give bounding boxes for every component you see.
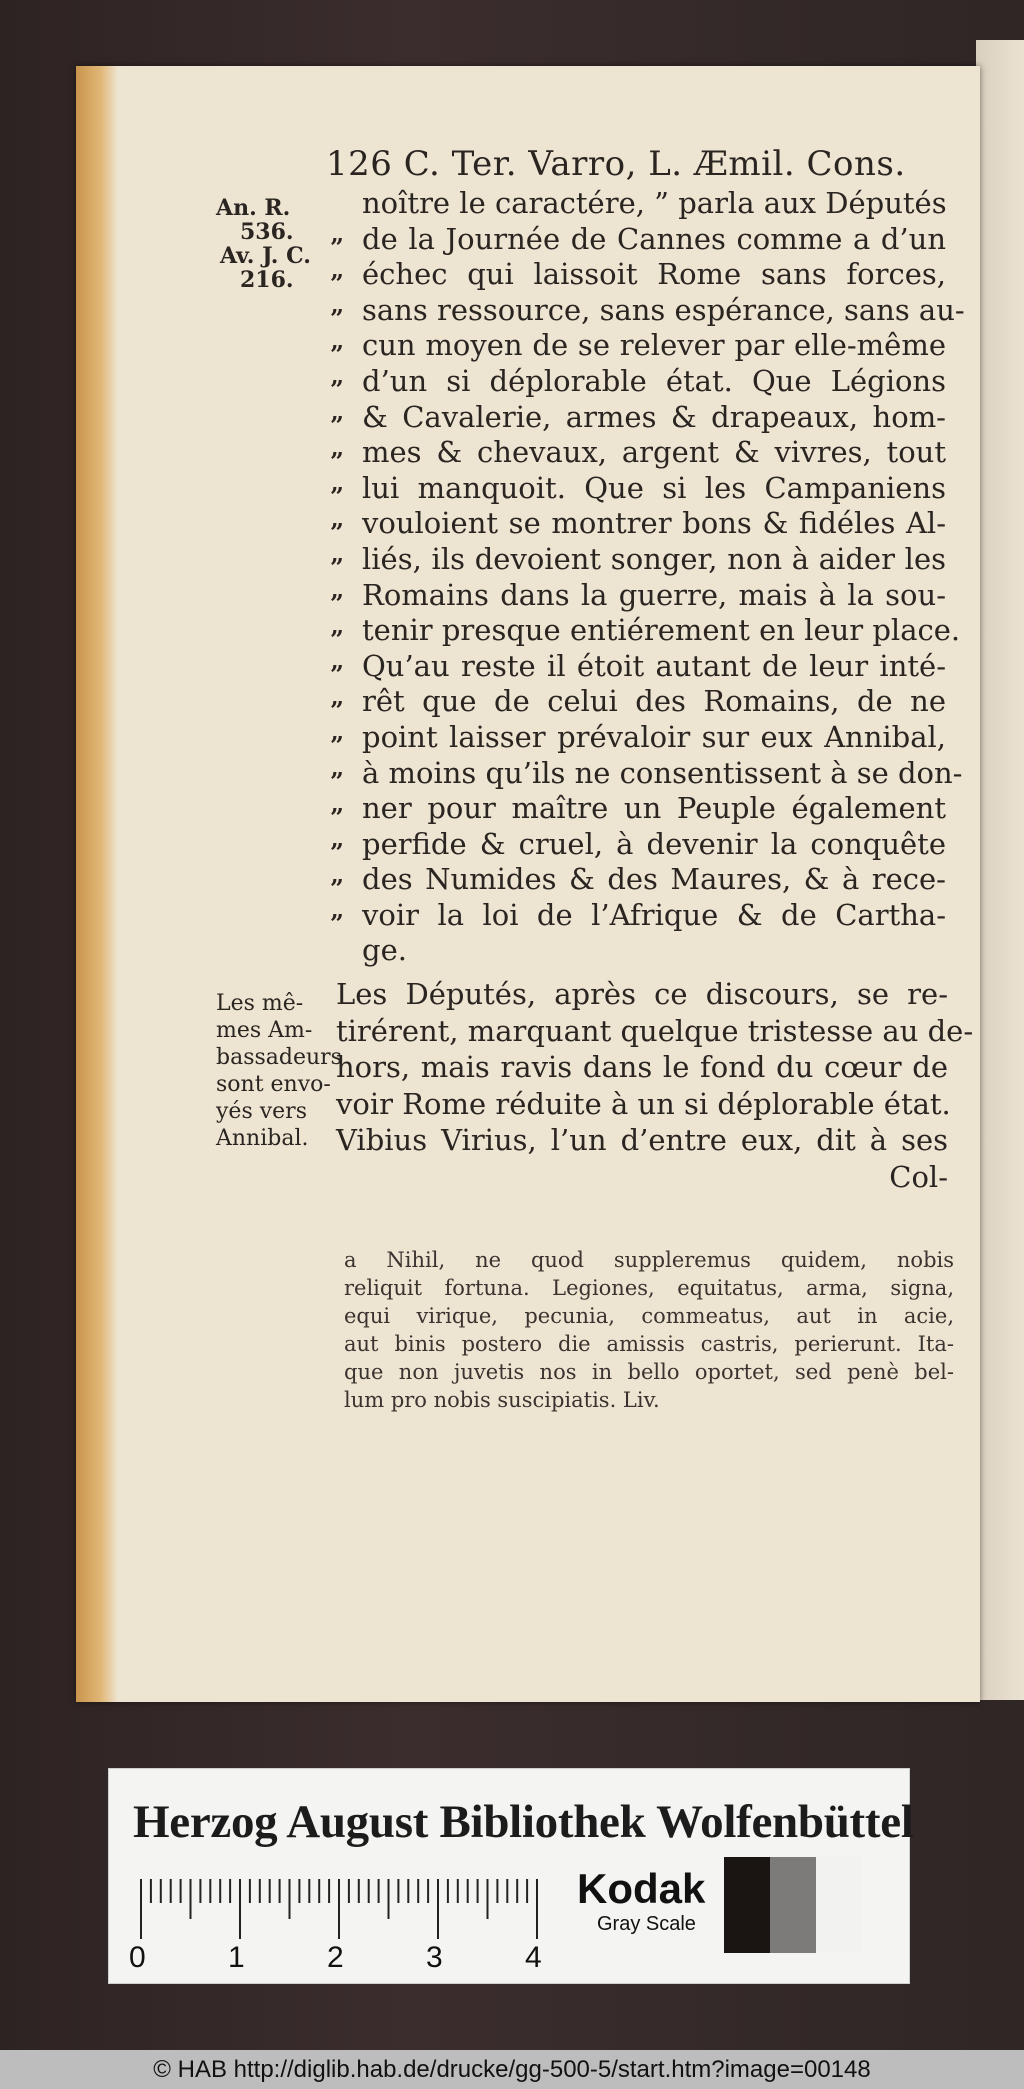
footnote-line: lum pro nobis suscipiatis. Liv. — [344, 1388, 660, 1412]
footnote-line: equi virique, pecunia, commeatus, aut in acie, — [344, 1304, 954, 1328]
ruler-scale — [137, 1869, 557, 1939]
side-note-line: yés vers — [216, 1099, 307, 1124]
quote-mark: ” — [330, 233, 344, 262]
text-line: hors, mais ravis dans le fond du cœur de — [336, 1050, 948, 1084]
library-name: Herzog August Bibliothek Wolfenbüttel — [133, 1796, 914, 1848]
quote-mark: ” — [330, 838, 344, 868]
quote-mark: ” — [330, 695, 344, 725]
quote-mark: ” — [330, 624, 344, 654]
ruler-number: 0 — [129, 1941, 146, 1974]
side-note-line: sont envo- — [216, 1072, 331, 1097]
text-line: tenir presque entiérement en leur place. — [362, 613, 961, 648]
side-note-line: mes Am- — [216, 1018, 313, 1043]
margin-date-note — [216, 196, 334, 292]
gray-swatch-black — [724, 1857, 770, 1953]
text-line: lui manquoit. Que si les Campaniens — [362, 470, 946, 505]
quote-mark: ” — [330, 482, 344, 512]
text-line: point laisser prévaloir sur eux Annibal, — [362, 719, 946, 754]
text-line: de la Journée de Cannes comme a d’un — [362, 221, 946, 256]
text-line: à moins qu’ils ne consentissent à se don- — [362, 755, 963, 790]
quote-mark: ” — [330, 731, 344, 761]
gray-swatch-white — [816, 1857, 862, 1953]
copyright-credit: © HAB http://diglib.hab.de/drucke/gg-500-5/start.htm?image=00148 — [0, 2050, 1024, 2089]
quote-mark: ” — [330, 909, 344, 939]
quote-mark: ” — [330, 873, 344, 903]
text-line: voir la loi de l’Afrique & de Cartha- — [362, 897, 946, 932]
side-note-line: Annibal. — [216, 1126, 309, 1151]
quote-mark: ” — [330, 446, 344, 476]
text-line: des Numides & des Maures, & à rece- — [362, 862, 946, 897]
quote-mark: ” — [330, 410, 344, 440]
ruler-numbers — [129, 1941, 569, 1973]
ruler-number: 1 — [228, 1941, 245, 1974]
quote-mark: ” — [330, 304, 344, 334]
quote-mark: ” — [330, 553, 344, 583]
text-line: cun moyen de se relever par elle-même — [362, 328, 946, 363]
text-line: Col- — [889, 1159, 948, 1194]
text-line: ge. — [362, 933, 407, 968]
quote-mark: ” — [330, 660, 344, 690]
margin-date-line: 216. — [240, 267, 294, 293]
quotation-marks-column — [330, 230, 360, 942]
text-line: échec qui laissoit Rome sans forces, — [362, 257, 946, 292]
text-line: rêt que de celui des Romains, de ne — [362, 684, 946, 719]
footnote-line: a Nihil, ne quod suppleremus quidem, nobis — [344, 1248, 954, 1272]
margin-date-line: Av. J. C. — [220, 243, 311, 269]
page-gutter-edge — [76, 66, 118, 1702]
quote-mark: ” — [330, 588, 344, 618]
margin-date-line: 536. — [240, 219, 294, 245]
kodak-logo: Kodak — [577, 1865, 706, 1912]
text-line: sans ressource, sans espérance, sans au- — [362, 292, 965, 327]
text-line: ner pour maître un Peuple également — [362, 791, 946, 826]
gray-scale-label: Gray Scale — [597, 1913, 696, 1935]
facing-page-edge — [976, 40, 1024, 1700]
quote-mark: ” — [330, 766, 344, 796]
quote-mark: ” — [330, 375, 344, 405]
ruler-number: 3 — [426, 1941, 443, 1974]
text-line: Romains dans la guerre, mais à la sou- — [362, 577, 946, 612]
side-note-line: bassadeurs — [216, 1045, 342, 1070]
quote-mark: ” — [330, 268, 344, 298]
text-line: Vibius Virius, l’un d’entre eux, dit à ses — [336, 1123, 948, 1157]
text-line: Qu’au reste il étoit autant de leur inté- — [362, 648, 946, 683]
quote-mark: ” — [330, 339, 344, 369]
text-line: vouloient se montrer bons & fidéles Al- — [362, 506, 946, 541]
ruler-number: 2 — [327, 1941, 344, 1974]
side-note-ambassadors — [216, 990, 340, 1152]
footnote-line: que non juvetis nos in bello oportet, sed penè bel- — [344, 1360, 954, 1384]
running-header: 126 C. Ter. Varro, L. Æmil. Cons. — [326, 144, 906, 184]
library-target-card — [108, 1768, 914, 1984]
text-line: mes & chevaux, argent & vivres, tout — [362, 435, 946, 470]
gray-swatch-mid — [770, 1857, 816, 1953]
text-line: tirérent, marquant quelque tristesse au de- — [336, 1013, 974, 1048]
main-paragraph — [362, 186, 965, 969]
ruler-number: 4 — [525, 1941, 542, 1974]
text-line: & Cavalerie, armes & drapeaux, hom- — [362, 399, 946, 434]
text-line: noître le caractére, ” parla aux Députés — [362, 186, 947, 220]
text-line: Les Députés, après ce discours, se re- — [336, 977, 948, 1011]
text-line: d’un si déplorable état. Que Légions — [362, 363, 946, 398]
quote-mark: ” — [330, 517, 344, 547]
side-note-line: Les mê- — [216, 991, 304, 1016]
text-line: voir Rome réduite à un si déplorable état. — [336, 1086, 951, 1121]
second-paragraph — [336, 976, 974, 1195]
margin-date-line: An. R. — [216, 195, 291, 221]
text-line: perfide & cruel, à devenir la conquête — [362, 826, 946, 861]
quote-mark: ” — [330, 802, 344, 832]
text-line: liés, ils devoient songer, non à aider les — [362, 541, 946, 576]
latin-footnote — [344, 1246, 954, 1414]
footnote-line: reliquit fortuna. Legiones, equitatus, arma, signa, — [344, 1276, 954, 1300]
footnote-line: aut binis postero die amissis castris, perierunt. Ita- — [344, 1332, 954, 1356]
